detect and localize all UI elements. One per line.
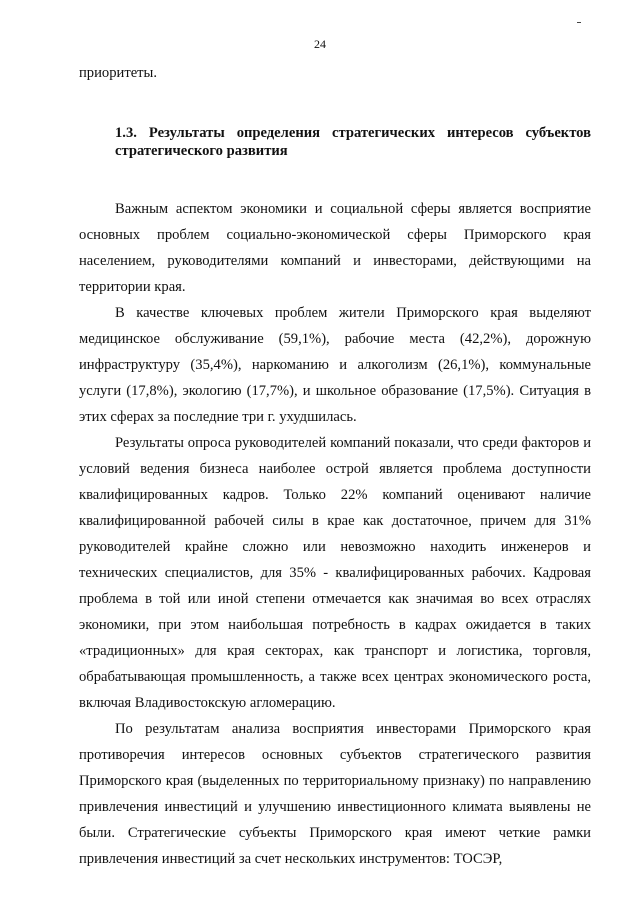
paragraph-2: В качестве ключевых проблем жители Приморского края выделяют медицинское обслуживание (59,1%), рабочие места (42,2%), дорожную инфраструктуру (35,4%), наркоманию и алкоголизм (26,1%), коммунальные услуги (17,8%), экологию (17,7%), и школьное образование (17,5%). Ситуация в этих сферах за последние три г. ухудшилась. (79, 305, 591, 425)
scan-mark (577, 22, 581, 23)
page-body (79, 60, 591, 872)
section-heading: 1.3. Результаты определения стратегических интересов субъектов стратегического развития (115, 125, 591, 159)
paragraph-1: Важным аспектом экономики и социальной сферы является восприятие основных проблем социально-экономической сферы Приморского края населением, руководителями компаний и инвесторами, действующими на территории края. (79, 201, 591, 295)
continued-text: приоритеты. (79, 65, 158, 81)
page-number: 24 (314, 37, 326, 51)
paragraph-3: Результаты опроса руководителей компаний показали, что среди факторов и условий ведения бизнеса наиболее острой является проблема доступности квалифицированных кадров. Только 22% компаний оценивают наличие квалифицированной рабочей силы в крае как достаточное, причем для 31% руководителей крайне сложно или невозможно находить инженеров и технических специалистов, для 35% - квалифицированных рабочих. Кадровая проблема в той или иной степени отмечается как значимая во всех отраслях экономики, при этом наибольшая потребность в кадрах ожидается в таких «традиционных» для края секторах, как транспорт и логистика, торговля, обрабатывающая промышленность, а также всех центрах экономического роста, включая Владивостокскую агломерацию. (79, 435, 591, 711)
paragraph-4: По результатам анализа восприятия инвесторами Приморского края противоречия интересов основных субъектов стратегического развития Приморского края (выделенных по территориальному признаку) по направлению привлечения инвестиций и улучшению инвестиционного климата выявлены не были. Стратегические субъекты Приморского края имеют четкие рамки привлечения инвестиций за счет нескольких инструментов: ТОСЭР, (79, 721, 591, 867)
